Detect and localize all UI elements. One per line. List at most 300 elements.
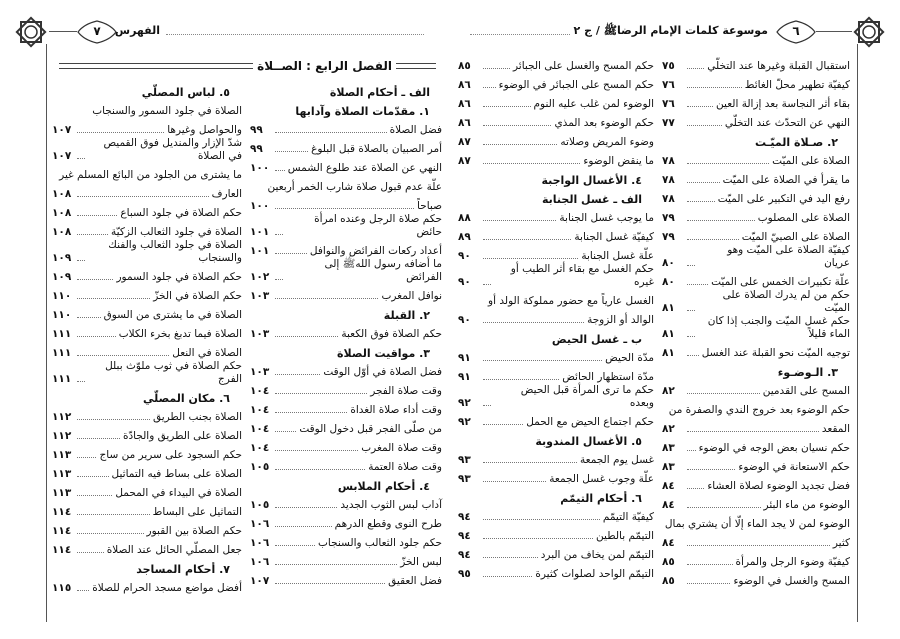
index-entry: [458, 92, 654, 111]
page-ref: ٨٦: [458, 98, 471, 110]
index-entry: [662, 531, 850, 550]
dot-leader: [687, 201, 715, 202]
entry-title: حكم من لم يدرك الصلاة على الميّت: [722, 289, 850, 314]
entry-title: فضل العقيق: [388, 575, 442, 587]
index-entry: [662, 341, 850, 360]
dot-leader: [77, 132, 164, 133]
dot-leader: [483, 163, 580, 164]
entry-title: رفع اليد في التكبير على الميّت: [717, 193, 850, 205]
dot-leader: [687, 488, 704, 489]
dot-leader: [77, 476, 109, 477]
entry-title: وقت صلاة المغرب: [361, 442, 442, 454]
page-ref: ٨٥: [662, 575, 675, 587]
index-column: [458, 54, 654, 581]
index-entry: [458, 149, 654, 168]
dot-leader: [483, 322, 584, 323]
page-ref: ١٠٨: [52, 188, 72, 200]
index-entry: [250, 569, 442, 588]
index-entry: [458, 365, 654, 384]
entry-title: ٥. الأغسال المندوبة: [535, 435, 642, 448]
page-ref: ٩٤: [458, 511, 471, 523]
entry-title: من صلّى الفجر قبل دخول الوقت: [299, 423, 442, 435]
page-ref: ١١٣: [52, 449, 72, 461]
section-heading: [250, 303, 442, 322]
dot-leader: [275, 393, 367, 394]
index-entry: [458, 244, 654, 263]
entry-title: التيمّم لمن يخاف من البرد: [540, 549, 654, 561]
entry-title: التماثيل على البساط: [152, 506, 242, 518]
dot-leader: [275, 526, 332, 527]
index-entry: [662, 417, 850, 436]
entry-title: حكم الغسل مع بقاء أثر الطيب أو غيره: [510, 263, 654, 288]
page-ref: ٨٤: [662, 537, 675, 549]
index-entry: [250, 284, 442, 303]
index-entry: [250, 194, 442, 213]
dot-leader: [77, 215, 117, 216]
index-entry: [662, 206, 850, 225]
entry-title: كثير: [832, 537, 850, 549]
dot-leader: [77, 514, 150, 515]
entry-title: علّة غسل الجنابة: [581, 250, 654, 262]
index-entry: [458, 130, 654, 149]
entry-title: كيفيّة التيمّم: [602, 511, 654, 523]
index-entry: [458, 206, 654, 225]
index-entry: [458, 562, 654, 581]
section-heading: [662, 360, 850, 379]
entry-title: استقبال القبلة وغيرها عند التخلّي: [707, 60, 850, 72]
entry-title: الوالد أو الزوجة: [587, 314, 654, 326]
index-entry: [52, 118, 242, 137]
page-ref: ٨٥: [662, 556, 675, 568]
entry-title: حكم الوضوء بعد خروج الندي والصفرة من: [668, 404, 850, 416]
page-ref: ١٠٦: [250, 556, 270, 568]
index-entry: [250, 118, 442, 137]
entry-title: ما ينقض الوضوء: [583, 155, 654, 167]
entry-title: ب ـ غسل الحيض: [551, 333, 642, 346]
page-ref: ١١٣: [52, 487, 72, 499]
dot-leader: [687, 284, 708, 285]
index-entry: [52, 500, 242, 519]
index-entry: [662, 225, 850, 244]
entry-title: النهي عن الصلاة عند طلوع الشمس: [287, 162, 442, 174]
page-ref: ١٠١: [250, 245, 270, 257]
dot-leader: [687, 265, 695, 266]
page-ref: ٨٩: [458, 231, 471, 243]
page-ref: ١١٤: [52, 506, 72, 518]
entry-title: علّة عدم قبول صلاة شارب الخمر أربعين: [267, 181, 442, 193]
entry-title: حكم المسح والغسل على الجبائر: [512, 60, 654, 72]
octagram-ornament-icon: [13, 14, 49, 50]
index-entry: [662, 569, 850, 588]
dot-leader: [687, 125, 722, 126]
page-ref: ٨٢: [662, 385, 675, 397]
right-page: [450, 0, 900, 639]
page-ref: ١٠٤: [250, 442, 270, 454]
dot-leader: [687, 239, 739, 240]
section-heading: [52, 80, 242, 99]
page-ref: ١١١: [52, 328, 72, 340]
index-entry: [662, 168, 850, 187]
page-ref: ١١٤: [52, 525, 72, 537]
page-ref: ٩٠: [458, 250, 471, 262]
index-entry: [52, 462, 242, 481]
dot-leader: [77, 317, 101, 318]
entry-title: ٦. أحكام التيمّم: [560, 492, 642, 505]
entry-title: الصلاة في البيداء في المحمل: [115, 487, 242, 499]
index-entry: [250, 512, 442, 531]
index-entry: [52, 137, 242, 163]
dot-leader: [275, 151, 308, 152]
page-ref: ٩٩: [250, 143, 263, 155]
index-entry: [250, 493, 442, 512]
entry-title: أفضل مواضع مسجد الحرام للصلاة: [92, 582, 242, 594]
dot-leader: [275, 298, 378, 299]
index-entry: [52, 239, 242, 265]
index-entry: [662, 398, 850, 417]
index-entry: [52, 424, 242, 443]
index-entry: [662, 455, 850, 474]
index-entry: [662, 289, 850, 315]
dot-leader: [275, 450, 358, 451]
page-ref: ١٠٣: [250, 366, 270, 378]
page-ref: ٨٥: [458, 60, 471, 72]
dot-leader: [687, 355, 699, 356]
index-entry: [250, 322, 442, 341]
dot-leader: [687, 431, 819, 432]
page-ref: ١١١: [52, 347, 72, 359]
section-heading: [250, 80, 442, 99]
entry-title: كيفيّة الصلاة على الميّت وهو عريان: [727, 244, 850, 269]
page-ref: ٧٥: [662, 60, 675, 72]
index-column: [52, 80, 242, 595]
index-entry: [52, 201, 242, 220]
index-entry: [52, 322, 242, 341]
index-entry: [52, 481, 242, 500]
index-entry: [662, 379, 850, 398]
index-entry: [662, 92, 850, 111]
entry-title: ما يقرأ في الصلاة على الميّت: [722, 174, 850, 186]
index-entry: [250, 531, 442, 550]
entry-title: المسح والغسل في الوضوء: [733, 575, 850, 587]
dot-leader: [77, 260, 85, 261]
page-ref: ١٠٨: [52, 207, 72, 219]
entry-title: مدّة استظهار الحائض: [562, 371, 654, 383]
dot-leader: [275, 253, 307, 254]
entry-title: النهي عن التحدّث عند التخلّي: [724, 117, 850, 129]
entry-title: آداب لبس الثوب الجديد: [340, 499, 442, 511]
section-heading: [458, 327, 654, 346]
index-entry: [52, 576, 242, 595]
dot-leader: [77, 234, 108, 235]
page-number-badge: [76, 20, 118, 44]
dot-leader: [687, 182, 720, 183]
dot-leader: [483, 462, 577, 463]
entry-title: صباحاً: [417, 200, 442, 212]
dot-leader: [77, 158, 85, 159]
entry-title: المقعد: [821, 423, 850, 435]
page-ref: ٩٣: [458, 454, 471, 466]
page-ref: ٨٨: [458, 212, 471, 224]
index-entry: [458, 410, 654, 429]
entry-title: حكم الاستعانة في الوضوء: [738, 461, 850, 473]
page-ref: ٧٨: [662, 193, 675, 205]
entry-title: حكم الوضوء بعد المذي: [554, 117, 654, 129]
entry-title: المسح على القدمين: [762, 385, 850, 397]
dot-leader: [77, 552, 104, 553]
page-ref: ١٠٨: [52, 226, 72, 238]
section-heading: [250, 474, 442, 493]
entry-title: حكم نسيان بعض الوجه في الوضوء: [698, 442, 850, 454]
page-ref: ٨٧: [458, 155, 471, 167]
entry-title: وقت أداء صلاة الغداة: [350, 404, 442, 416]
page-ref: ٧٩: [662, 212, 675, 224]
page-ref: ١٠٦: [250, 518, 270, 530]
entry-title: الف ـ غسل الجنابة: [541, 193, 642, 206]
entry-title: الصلاة فيما تدبغ بخرء الكلاب: [118, 328, 242, 340]
index-entry: [458, 505, 654, 524]
page-ref: ١١٣: [52, 468, 72, 480]
entry-title: ٣. الـوضـوء: [777, 366, 838, 379]
dot-leader: [483, 106, 531, 107]
dot-leader: [483, 125, 551, 126]
page-ref: ٨١: [662, 347, 675, 359]
entry-title: والحواصل وغيرها: [167, 124, 242, 136]
page-ref: ٨٦: [458, 79, 471, 91]
page-ref: ١٠٤: [250, 423, 270, 435]
entry-title: حكم المسح على الجبائر في الوضوء: [498, 79, 654, 91]
dot-leader: [275, 208, 414, 209]
dot-leader: [687, 87, 742, 88]
page-rule-vertical: [857, 44, 858, 622]
index-entry: [52, 265, 242, 284]
dot-leader: [275, 507, 337, 508]
entry-title: فضل الصلاة في أوّل الوقت: [323, 366, 442, 378]
index-entry: [52, 99, 242, 118]
index-entry: [250, 175, 442, 194]
page-ref: ١٠٩: [52, 252, 72, 264]
dot-leader: [483, 239, 571, 240]
section-heading: [250, 99, 442, 118]
page-ref: ٨٧: [458, 136, 471, 148]
page-ref: ٧٨: [662, 155, 675, 167]
index-entry: [52, 303, 242, 322]
entry-title: ما أضافه رسول اللهﷺ إلى الفرائض: [324, 258, 442, 283]
index-entry: [458, 384, 654, 410]
index-entry: [458, 54, 654, 73]
entry-title: لبس الخزّ: [400, 556, 442, 568]
entry-title: الصلاة بجنب الطريق: [152, 411, 242, 423]
entry-title: ما يوجب غسل الجنابة: [559, 212, 654, 224]
dot-leader: [77, 495, 112, 496]
page-ref: ٩٠: [458, 314, 471, 326]
dot-leader: [77, 298, 150, 299]
index-entry: [662, 270, 850, 289]
entry-title: وضوء المريض وصلاته: [560, 136, 654, 148]
page-ref: ١١٠: [52, 290, 72, 302]
index-entry: [250, 550, 442, 569]
page-ref: ١١٢: [52, 430, 72, 442]
index-entry: [458, 73, 654, 92]
page-ref: ٧٩: [662, 231, 675, 243]
running-title: الفهرس: [114, 24, 160, 37]
page-ref: ١٠٧: [52, 124, 72, 136]
index-entry: [458, 524, 654, 543]
entry-title: ٥. لباس المصلّي: [141, 86, 230, 99]
dot-leader: [687, 507, 761, 508]
entry-title: الصلاة على المصلوب: [757, 212, 850, 224]
dot-leader: [275, 234, 283, 235]
dot-leader: [483, 144, 557, 145]
index-entry: [52, 182, 242, 201]
entry-title: ٣. مواقيت الصلاة: [337, 347, 430, 360]
page-ref: ١٠٥: [250, 461, 270, 473]
dot-leader: [687, 220, 755, 221]
page-ref: ٩١: [458, 352, 471, 364]
index-entry: [250, 436, 442, 455]
index-entry: [662, 315, 850, 341]
entry-title: كيفيّة غسل الجنابة: [574, 231, 654, 243]
index-entry: [662, 550, 850, 569]
index-entry: [662, 512, 850, 531]
section-heading: [458, 187, 654, 206]
page-ref: ٩٢: [458, 397, 471, 409]
section-heading: [250, 341, 442, 360]
index-entry: [250, 360, 442, 379]
page-ref: ٨٤: [662, 499, 675, 511]
entry-title: حكم الصلاة فوق الكعبة: [341, 328, 442, 340]
dot-leader: [687, 310, 695, 311]
chapter-title-banner: [55, 56, 440, 76]
dot-leader: [687, 68, 704, 69]
entry-title: علّة وجوب غسل الجمعة: [549, 473, 654, 485]
entry-title: توجيه الميّت نحو القبلة عند الغسل: [701, 347, 850, 359]
dot-leader: [275, 132, 387, 133]
dot-leader: [483, 360, 602, 361]
page-ref: ١٠٧: [250, 575, 270, 587]
entry-title: طرح النوى وقطع الدرهم: [334, 518, 442, 530]
entry-title: مدّة الحيض: [605, 352, 654, 364]
section-heading: [458, 168, 654, 187]
page-ref: ١٠٩: [52, 271, 72, 283]
page-ref: ٩٢: [458, 416, 471, 428]
section-heading: [52, 557, 242, 576]
section-heading: [458, 486, 654, 505]
index-entry: [250, 213, 442, 239]
dot-leader: [483, 258, 578, 259]
index-entry: [458, 111, 654, 130]
entry-title: وقت صلاة الفجر: [370, 385, 442, 397]
running-title-leader: [166, 34, 424, 35]
page-ref: ٩٥: [458, 568, 471, 580]
entry-title: حكم الصلاة في جلود السمور: [116, 271, 242, 283]
page-ref: ١٠٥: [250, 499, 270, 511]
index-entry: [662, 187, 850, 206]
dot-leader: [687, 564, 733, 565]
entry-title: التيمّم الواحد لصلوات كثيرة: [535, 568, 654, 580]
page-ref: ١٠٠: [250, 200, 270, 212]
dot-leader: [275, 374, 320, 375]
entry-title: حكم الصلاة بين القبور: [146, 525, 242, 537]
entry-title: كيفيّة تطهير محلّ الغائط: [744, 79, 850, 91]
dot-leader: [483, 284, 491, 285]
entry-title: أعداد ركعات الفرائض والنوافل: [309, 245, 442, 257]
dot-leader: [77, 533, 144, 534]
entry-title: حكم جلود الثعالب والسنجاب: [317, 537, 442, 549]
dot-leader: [77, 419, 150, 420]
index-entry: [52, 405, 242, 424]
dot-leader: [687, 469, 735, 470]
dot-leader: [77, 279, 113, 280]
page-ref: ٨٠: [662, 276, 675, 288]
page-rule-vertical: [46, 44, 47, 622]
index-entry: [458, 543, 654, 562]
index-entry: [662, 111, 850, 130]
index-entry: [458, 346, 654, 365]
entry-title: الصلاة في جلود الثعالب الزكيّة: [111, 226, 242, 238]
dot-leader: [275, 469, 365, 470]
page-ref: ٧٦: [662, 98, 675, 110]
index-entry: [662, 73, 850, 92]
entry-title: ما يشترى من الجلود من البائع المسلم غير: [59, 169, 242, 181]
index-entry: [458, 225, 654, 244]
entry-title: حكم السجود على سرير من ساج: [99, 449, 242, 461]
page-number: ٧: [93, 24, 101, 38]
page-ref: ١٠٧: [52, 150, 72, 162]
entry-title: ٢. صـلاة الميّـت: [755, 136, 838, 149]
index-entry: [458, 448, 654, 467]
entry-title: الوضوء لمن لا يجد الماء إلّا أن يشتري بمال: [664, 518, 850, 530]
index-entry: [458, 289, 654, 308]
index-entry: [662, 436, 850, 455]
entry-title: حكم الصلاة في الخزّ: [153, 290, 242, 302]
page-ref: ٨٢: [662, 423, 675, 435]
dot-leader: [77, 336, 116, 337]
entry-title: الف ـ أحكام الصلاة: [329, 86, 430, 99]
entry-title: غسل يوم الجمعة: [580, 454, 654, 466]
dot-leader: [687, 583, 730, 584]
dot-leader: [275, 583, 385, 584]
page-number: ٦: [792, 24, 800, 38]
index-entry: [662, 149, 850, 168]
section-heading: [662, 130, 850, 149]
entry-title: الصلاة في جلود الثعالب والفنك والسنجاب: [108, 239, 242, 264]
dot-leader: [483, 87, 496, 88]
section-heading: [52, 386, 242, 405]
page-ref: ١٠٤: [250, 385, 270, 397]
page-ref: ٧٨: [662, 174, 675, 186]
entry-title: فضل الصلاة: [389, 124, 442, 136]
dot-leader: [483, 220, 556, 221]
dot-leader: [275, 170, 285, 171]
entry-title: الغسل عارياً مع حضور مملوكة الولد أو: [488, 295, 654, 307]
entry-title: الصلاة على الصبيّ الميّت: [741, 231, 850, 243]
page-ref: ١٠١: [250, 226, 270, 238]
entry-title: العارف: [211, 188, 242, 200]
dot-leader: [687, 336, 695, 337]
index-entry: [52, 163, 242, 182]
entry-title: ٦. مكان المصلّي: [142, 392, 230, 405]
entry-title: نوافل المغرب: [381, 290, 442, 302]
page-ref: ١٠٤: [250, 404, 270, 416]
index-entry: [662, 474, 850, 493]
double-rule: [59, 63, 253, 69]
dot-leader: [275, 336, 338, 337]
page-ref: ٨٦: [458, 117, 471, 129]
page-rule-horizontal: [816, 31, 852, 32]
entry-title: حكم الصلاة في جلود السباع: [120, 207, 242, 219]
entry-title: ٤. أحكام الملابس: [337, 480, 430, 493]
entry-title: ٢. القبلة: [383, 309, 430, 322]
